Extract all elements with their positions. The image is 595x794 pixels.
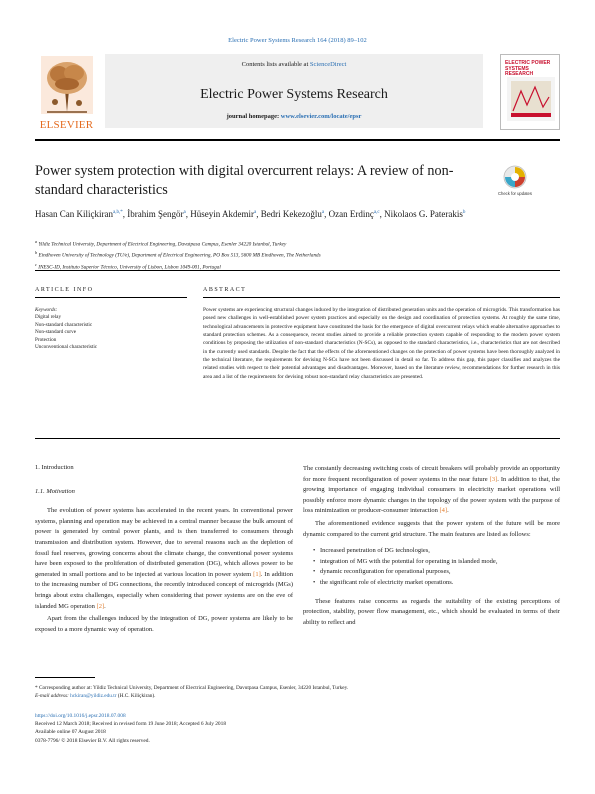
body-column-left (35, 463, 293, 637)
citation-link[interactable]: [4] (439, 507, 448, 515)
citation-link[interactable]: [2] (96, 602, 105, 610)
keywords-label: Keywords: (35, 307, 58, 313)
article-info-heading: ARTICLE INFO (35, 287, 94, 293)
cover-title: ELECTRIC POWER SYSTEMS RESEARCH (505, 60, 551, 77)
citation-link[interactable]: [1] (253, 570, 261, 578)
subsection-heading: 1.1. Motivation (35, 487, 75, 495)
affiliations (35, 238, 560, 272)
homepage-prefix: journal homepage: (226, 113, 281, 120)
author-name: Nikolaos G. Paterakis (384, 209, 463, 219)
author-affil-mark[interactable]: b (462, 210, 466, 215)
author-affil-mark[interactable]: a (253, 210, 257, 215)
author-affil-mark[interactable]: a (183, 210, 186, 215)
journal-reference[interactable]: Electric Power Systems Research 164 (2018) 89–102 (228, 37, 367, 44)
footnotes (35, 684, 560, 700)
footnote-divider (35, 677, 95, 678)
affiliation-item: $^a$ Yildiz Technical University, Department of Electrical Engineering, Davutpasa Campus, Esenler 34220 Istanbul, Turkey (35, 239, 287, 248)
affiliation-item: $^c$ INESC-ID, Instituto Superior Técnico, University of Lisbon, Lisbon 1049-001, Portugal (35, 261, 221, 271)
section-heading: 1. Introduction (35, 464, 74, 471)
email-link[interactable]: hckiran@yildiz.edu.tr (70, 693, 117, 700)
journal-cover[interactable] (500, 54, 560, 130)
contents-line (105, 61, 483, 68)
masthead-banner (105, 54, 483, 128)
author-name: Hasan Can Kiliçkiran (35, 209, 113, 219)
elsevier-wordmark: ELSEVIER (39, 119, 94, 131)
list-item: • dynamic reconfiguration for operational purposes, (313, 567, 560, 578)
author-list: Hasan Can Kiliçkiran$^{a,b,*}$, İbrahim Şengör$^a$, Hüseyin Akdemir$^a$, Bedri Kekezoğlu$^a$, Ozan Erdinç$^{a,c}$, Nikolaos G. Paterakis$^b$ (35, 209, 466, 219)
affiliation-divider (35, 270, 560, 271)
body-paragraph: These features raise concerns as regards the suitability of the existing perceptions of protection, stability, power flow management, etc., which should be evaluated in terms of their ability to reflect and (303, 597, 560, 626)
list-item: • the significant role of electricity market operations. (313, 578, 560, 589)
keyword: Protection (35, 336, 57, 343)
homepage-line (105, 113, 483, 120)
body-paragraph: The evolution of power systems has accelerated in the recent years. In conventional power systems, planning and operation may be achieved in a central manner because the bulk amount of power is generated by central power plants, and is then transferred to consumers through transmission and distribution system. However, due to several reasons such as the depletion of fossil fuel reserves, growing concerns about the climate change, the conventional power systems have been exposed to the proliferation of distributed generation (DG), which allows power to be generated in small portions and to be injected at various location in power system [1]. In addition to the increasing number of DG connections, the recently introduced concept of microgrids (MGs) brings about extra challenges, especially when considering that power systems are on the eve of islanded MG operation [2]. (35, 507, 293, 610)
author-name: Ozan Erdinç (328, 209, 374, 219)
body-paragraph: The aforementioned evidence suggests that the power system of the future will be more dynamic compared to the current grid structure. The main features are listed as follows: (303, 519, 560, 538)
received-dates: Received 12 March 2018; Received in revised form 19 June 2018; Accepted 6 July 2018 (35, 721, 227, 728)
citation-link[interactable]: [3] (489, 475, 498, 483)
affiliation-item: $^b$ Eindhoven University of Technology (TU/e), Department of Electrical Engineering, PO Box 513, 5600 MB Eindhoven, The Netherlands (35, 250, 321, 260)
keyword: Unconventional characteristic (35, 344, 98, 351)
body-paragraph: Apart from the challenges induced by the integration of DG, power systems are likely to be exposed to a more dynamic way of operation. (35, 615, 293, 633)
list-item: • integration of MG with the potential for operating in islanded mode, (313, 557, 560, 568)
keywords-block (35, 307, 187, 351)
cover-art-icon (507, 77, 555, 121)
sciencedirect-link[interactable]: ScienceDirect (309, 61, 347, 68)
author-name: Hüseyin Akdemir (190, 209, 254, 219)
homepage-link[interactable]: www.elsevier.com/locate/epsr (280, 113, 362, 120)
corresponding-author-note: * Corresponding author at: Yildiz Technical University, Department of Electrical Engineering, Davutpasa Campus, Esenler, 34220 Istanbul, Turkey. (35, 685, 349, 691)
author-affil-mark[interactable]: a,b, (112, 210, 121, 215)
elsevier-logo (35, 54, 98, 132)
available-online: Available online 07 August 2018 (35, 729, 106, 736)
contents-prefix: Contents lists available at (241, 61, 310, 68)
publication-info (35, 712, 560, 745)
author-name: İbrahim Şengör (127, 209, 184, 219)
email-note: E-mail address: hckiran@yildiz.edu.tr (H.C. Kiliçkiran). (35, 693, 156, 700)
abstract-text: Power systems are experiencing structural changes induced by the integration of distributed generation units and the operation of microgrids. This transformation has posed new challenges in well-established power system practices and especially on the design and coordination of protection systems. At roughly the same time, technological advancements in protective equipment have constituted the basis for the emergence of digital overcurrent relays which enable alternative approaches to standard protection schemes. As a consequence, recent studies aimed to provide a reliable protection system capable of responding to the modern power system conditions by proposing the utilization of non-standard characteristics (N-SCs), as opposed to the standard characteristics, i.e., characteristics that are not described in the currently used standards. Despite the fact that the effects of the aforementioned changes on the protection of power systems have been thoroughly analyzed in the technical literature, the requirements for devising N-SCs have not been discussed in detail so far. To address this gap, this paper classifies and analyzes the related studies with respect to their potential advantages and disadvantages. Moreover, based on the literature review, recommendations for further research in this area and a list of the requirements for devising robust non-standard relay characteristics are presented. (203, 307, 560, 380)
crossmark-icon[interactable] (500, 164, 530, 204)
copyright: 0378-7796/ © 2018 Elsevier B.V. All rights reserved. (35, 737, 150, 744)
author-affil-mark[interactable]: a,c (373, 210, 380, 215)
abstract-divider (203, 297, 560, 298)
keyword: Non-standard characteristic (35, 321, 93, 328)
journal-masthead (35, 54, 560, 136)
abstract-heading: ABSTRACT (203, 287, 247, 293)
svg-text:Check for updates (498, 191, 532, 196)
body-paragraph: The constantly decreasing switching costs of circuit breakers will probably provide an opportunity for more frequent reconfiguration of power systems in the near future [3]. In addition to that, the growing importance of engaging individual consumers in electricity market operations will possibly enforce more dynamic changes in the topology of the power system with the purpose of loss minimization or producer-consumer interaction [4]. (303, 465, 560, 515)
crossmark-label: Check for updates (498, 191, 532, 196)
doi-link[interactable]: https://doi.org/10.1016/j.epsr.2018.07.008 (35, 713, 126, 719)
journal-title: Electric Power Systems Research (200, 87, 388, 102)
keyword: Non-standard curve (35, 329, 77, 336)
elsevier-tree-icon (41, 56, 93, 114)
keyword: Digital relay (35, 314, 62, 321)
front-matter-divider (35, 438, 560, 439)
masthead-divider (35, 139, 560, 141)
article-title: Power system protection with digital overcurrent relays: A review of non-standard characteristics (35, 163, 454, 198)
body-column-right (303, 464, 560, 630)
corresponding-mark[interactable]: * (120, 210, 123, 215)
article-info-divider (35, 297, 187, 298)
author-name: Bedri Kekezoğlu (260, 209, 322, 219)
feature-list (313, 546, 560, 588)
author-affil-mark[interactable]: a (321, 210, 325, 215)
list-item: • Increased penetration of DG technologies, (313, 546, 560, 557)
